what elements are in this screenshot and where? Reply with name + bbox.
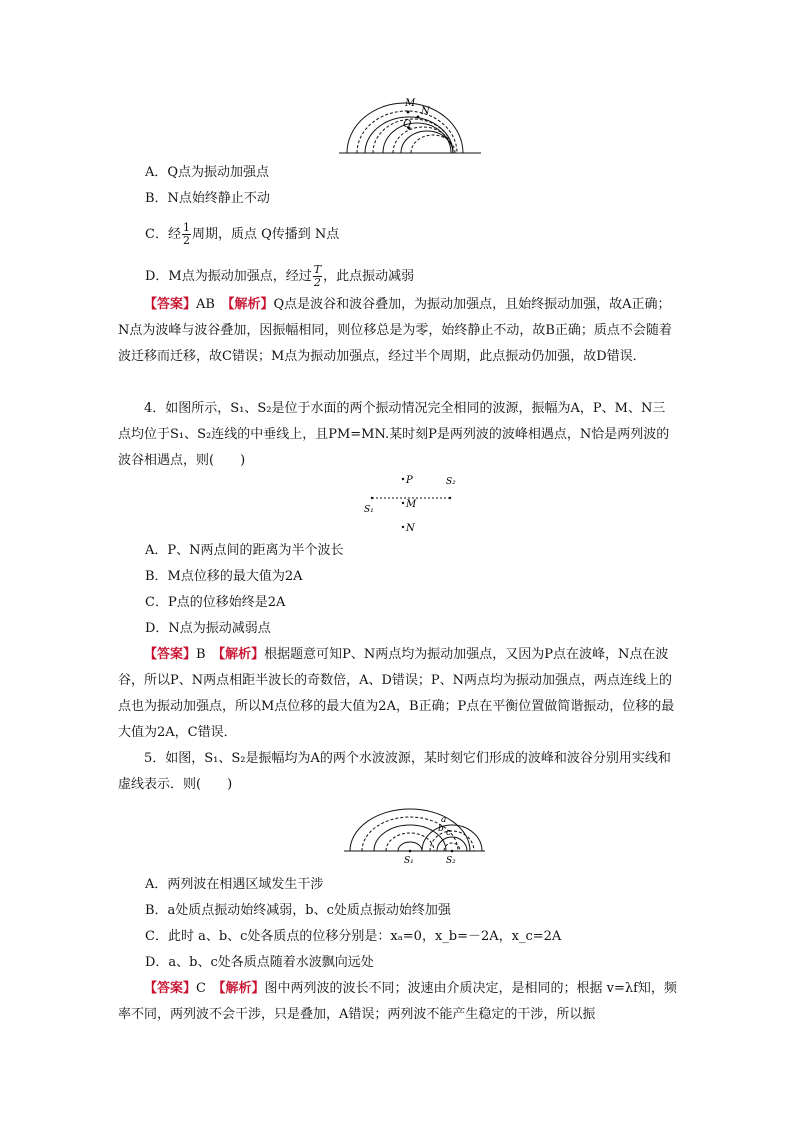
label-M: M [405, 98, 416, 109]
analysis-text: Q点是波谷和波谷叠加，为振动加强点，且始终振动加强，故A正确；N点为波峰与波谷叠加，因振幅相同，则位移总是为零，始终静止不动，故B正确；质点不会随着波迁移而迁移，故C错误；M点为振动加强点，经过半个周期，此点振动仍加强，故D错误． [118, 297, 672, 364]
q4-option-b: B．M点位移的最大值为2A [145, 569, 303, 584]
label-Q: Q [403, 119, 412, 130]
q5-stem-text: 5．如图，S₁、S₂是振幅均为A的两个水波波源，某时刻它们形成的波峰和波谷分别用实线和虚线表示．则( ) [118, 751, 671, 792]
q5-option-c: C．此时 a、b、c处各质点的位移分别是：xₐ=0，x_b=－2A，x_c=2A [145, 929, 562, 944]
q5-option-a: A．两列波在相遇区域发生干涉 [145, 877, 324, 892]
label-a: a [441, 815, 447, 825]
q5-stem [118, 746, 678, 798]
q3-option-a: A．Q点为振动加强点 [145, 165, 270, 180]
frac-num: 1 [182, 221, 190, 234]
frac-den: 2 [313, 276, 321, 289]
analysis-tag: 【解析】 [227, 297, 274, 312]
q4-stem-text: 4．如图所示，S₁、S₂是位于水面的两个振动情况完全相同的波源，振幅为A，P、M、N三点均位于S₁、S₂连线的中垂线上，且PM=MN.某时刻P是两列波的波峰相遇点，N恰是两列波的波谷相遇点，则( ) [118, 401, 670, 468]
wave-figure-1 [335, 95, 485, 157]
q3-answer [118, 292, 678, 370]
q4-option-a: A．P、N两点间的距离为半个波长 [145, 543, 344, 558]
q3-option-d-post: ，此点振动减弱 [323, 269, 415, 284]
label-N: N [406, 523, 415, 534]
analysis-tag: 【解析】 [218, 981, 265, 996]
label-S1: S₁ [364, 505, 374, 515]
q5-answer [118, 976, 678, 1028]
q5-option-b: B．a处质点振动始终减弱，b、c处质点振动始终加强 [145, 903, 451, 918]
analysis-text: 图中两列波的波长不同；波速由介质决定，是相同的；根据 v=λf知，频率不同，两列波不会干涉，只是叠加，A错误；两列波不能产生稳定的干涉，所以振 [118, 981, 677, 1022]
label-N: N [421, 106, 430, 117]
fraction-t-half [313, 264, 322, 289]
answer-tag: 【答案】 [144, 297, 197, 312]
q3-option-c-post: 周期，质点 Q传播到 N点 [191, 227, 340, 242]
frac-den: 2 [182, 234, 190, 247]
wave-figure-3 [342, 805, 487, 867]
answer-value: C [196, 981, 206, 996]
q3-option-d [145, 264, 414, 289]
label-M: M [406, 499, 417, 510]
q3-option-b: B．N点始终静止不动 [145, 191, 270, 206]
answer-tag: 【答案】 [144, 981, 197, 996]
label-b: b [438, 824, 444, 834]
source-figure-2 [360, 472, 470, 534]
label-P: P [406, 475, 413, 486]
q3-option-c [145, 222, 339, 247]
q4-option-c: C．P点的位移始终是2A [145, 595, 286, 610]
q4-stem [118, 396, 678, 474]
label-S2: S₂ [446, 856, 456, 866]
label-S2: S₂ [446, 477, 456, 487]
analysis-text: 根据题意可知P、N两点均为振动加强点，又因为P点在波峰，N点在波谷，所以P、N两点相距半波长的奇数倍，A、D错误；P、N两点均为振动加强点，两点连线上的点也为振动加强点，所以M点位移的最大值为2A，B正确；P点在平衡位置做简谐振动，位移的最大值为2A，C错误． [118, 647, 675, 740]
frac-num: T [313, 263, 322, 276]
q4-answer [118, 642, 678, 746]
q3-option-d-pre: D．M点为振动加强点，经过 [145, 269, 312, 284]
answer-value: B [196, 647, 206, 662]
answer-value: AB [196, 297, 215, 312]
q4-option-d: D．N点为振动减弱点 [145, 621, 271, 636]
answer-tag: 【答案】 [144, 647, 197, 662]
q5-option-d: D．a、b、c处各质点随着水波飘向远处 [145, 955, 374, 970]
q3-option-c-pre: C．经 [145, 227, 181, 242]
fraction-half [182, 222, 191, 247]
analysis-tag: 【解析】 [218, 647, 265, 662]
label-c: c [446, 828, 452, 838]
label-S1: S₁ [404, 856, 414, 866]
